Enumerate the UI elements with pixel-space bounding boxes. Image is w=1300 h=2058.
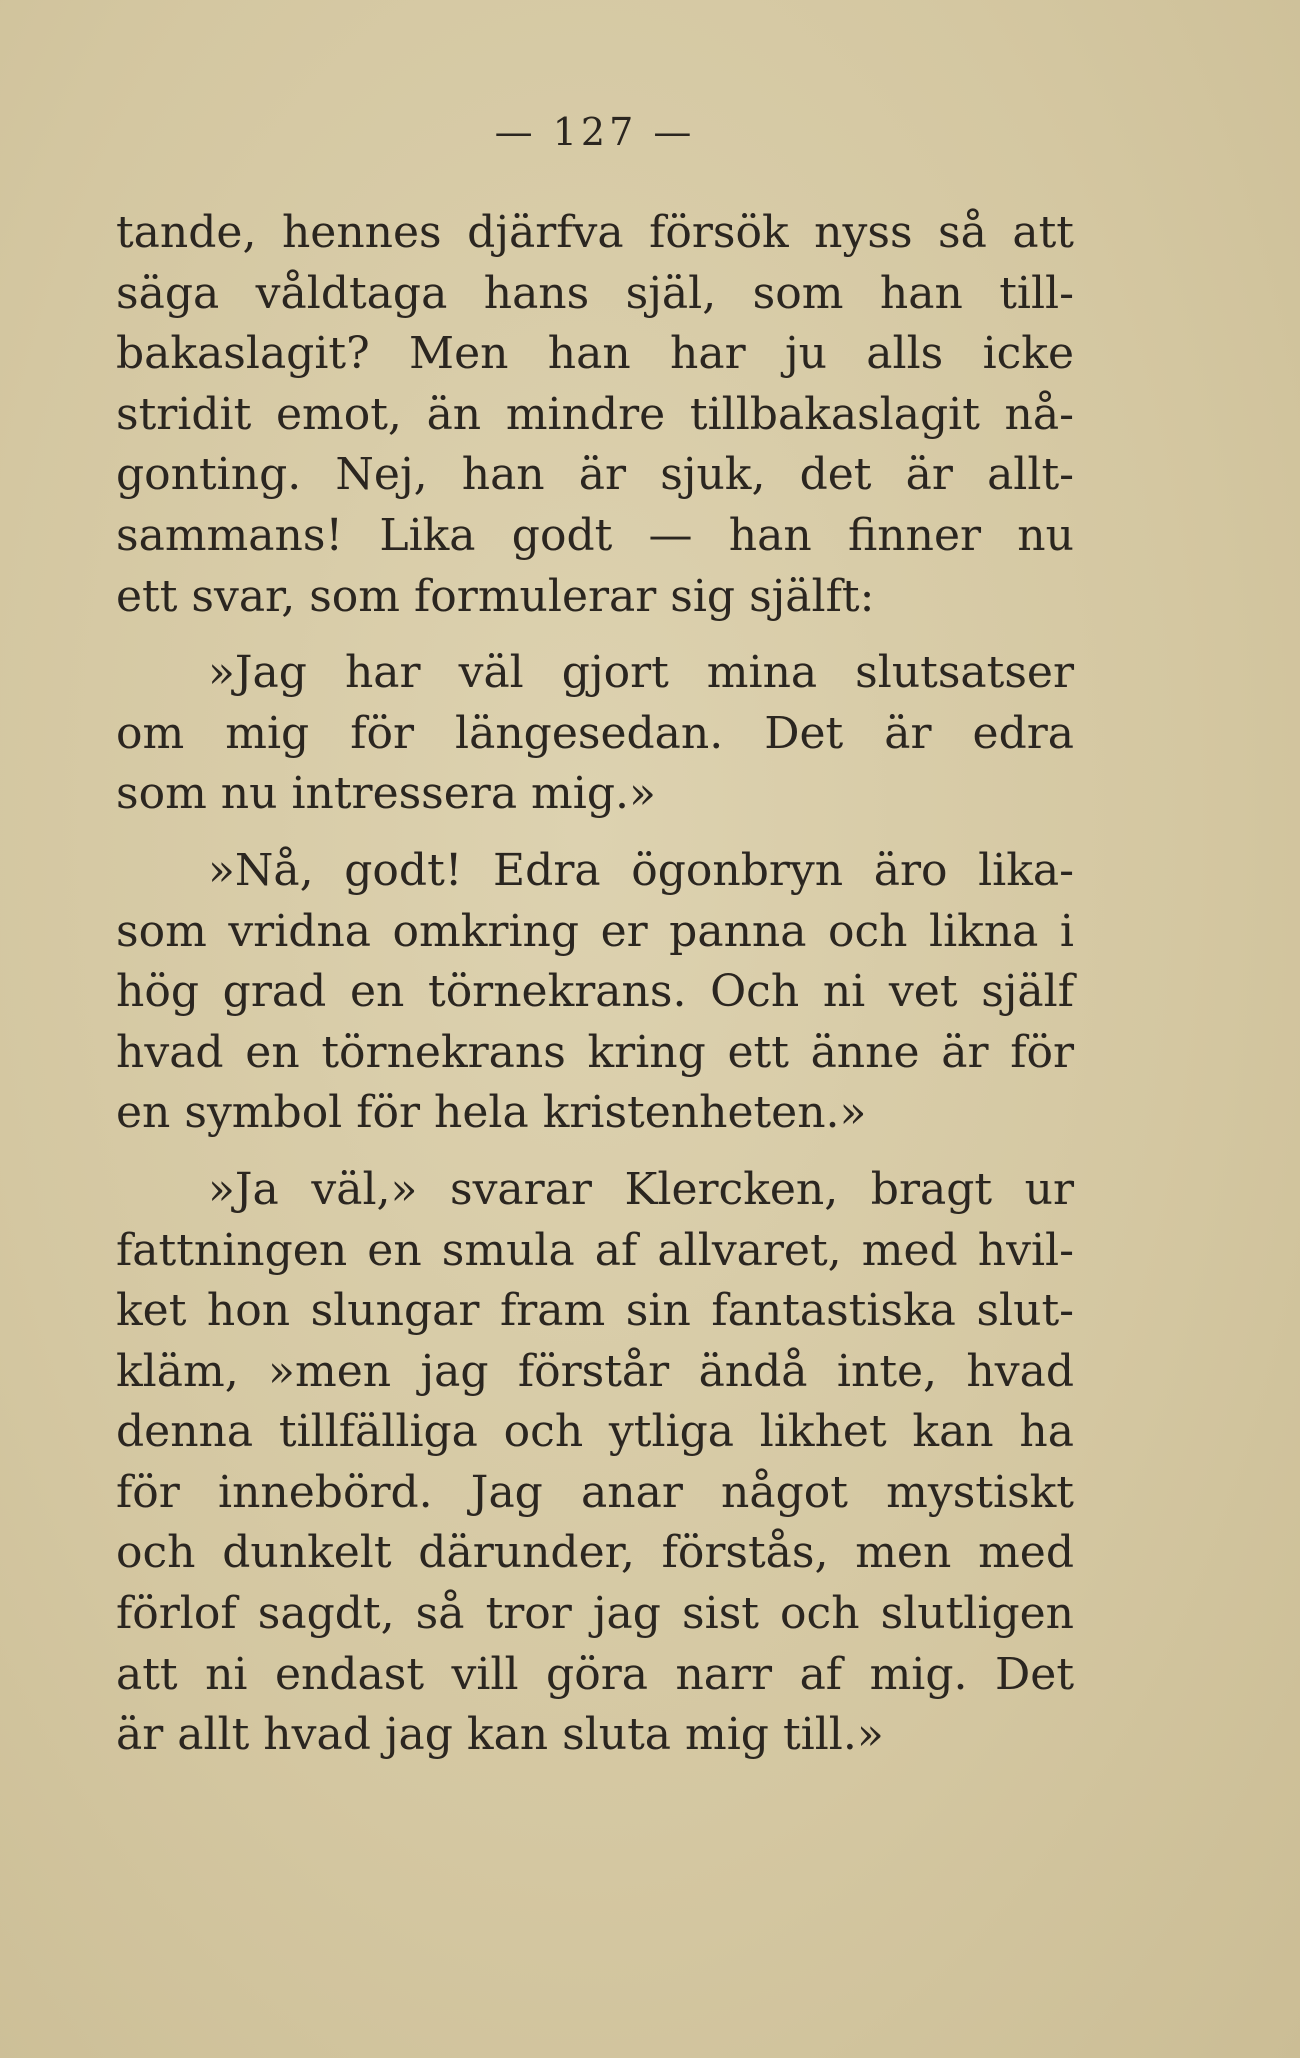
paragraph <box>116 203 1074 627</box>
text-line: stridit emot, än mindre tillbakaslagit nå- <box>116 388 1074 440</box>
paragraph <box>116 1160 1074 1766</box>
text-line: ket hon slungar fram sin fantastiska slut- <box>116 1285 1074 1337</box>
paragraph <box>116 643 1074 825</box>
text-line: gonting. Nej, han är sjuk, det är allt- <box>116 449 1074 501</box>
text-line: denna tillfälliga och ytliga likhet kan ha <box>116 1406 1074 1458</box>
text-line: säga våldtaga hans själ, som han till- <box>116 267 1074 319</box>
text-line: som nu intressera mig.» <box>116 768 656 820</box>
page-number: — 127 — <box>494 110 696 154</box>
text-line: och dunkelt därunder, förstås, men med <box>116 1527 1074 1579</box>
text-line: tande, hennes djärfva försök nyss så att <box>116 207 1074 258</box>
text-line: »Jag har väl gjort mina slutsatser <box>208 647 1074 699</box>
text-line: förlof sagdt, så tror jag sist och slutligen <box>116 1588 1074 1640</box>
body-text <box>116 203 1074 1766</box>
book-page <box>116 110 1074 2010</box>
text-line: kläm, »men jag förstår ändå inte, hvad <box>116 1345 1074 1397</box>
text-line: som vridna omkring er panna och likna i <box>116 905 1074 957</box>
text-line: att ni endast vill göra narr af mig. Det <box>116 1648 1074 1700</box>
paragraph <box>116 841 1074 1144</box>
text-line: sammans! Lika godt — han finner nu <box>116 509 1074 561</box>
text-line: hvad en törnekrans kring ett änne är för <box>116 1026 1074 1078</box>
text-line: hög grad en törnekrans. Och ni vet själf <box>116 966 1074 1018</box>
text-line: en symbol för hela kristenheten.» <box>116 1087 867 1139</box>
text-line: »Ja väl,» svarar Klercken, bragt ur <box>208 1163 1074 1215</box>
text-line: fattningen en smula af allvaret, med hvil- <box>116 1224 1074 1276</box>
text-line: »Nå, godt! Edra ögonbryn äro lika- <box>208 844 1074 896</box>
text-line: ett svar, som formulerar sig själft: <box>116 570 875 622</box>
text-line: om mig för längesedan. Det är edra <box>116 707 1074 759</box>
text-line: för innebörd. Jag anar något mystiskt <box>116 1466 1074 1518</box>
text-line: är allt hvad jag kan sluta mig till.» <box>116 1709 884 1761</box>
text-line: bakaslagit? Men han har ju alls icke <box>116 328 1074 380</box>
